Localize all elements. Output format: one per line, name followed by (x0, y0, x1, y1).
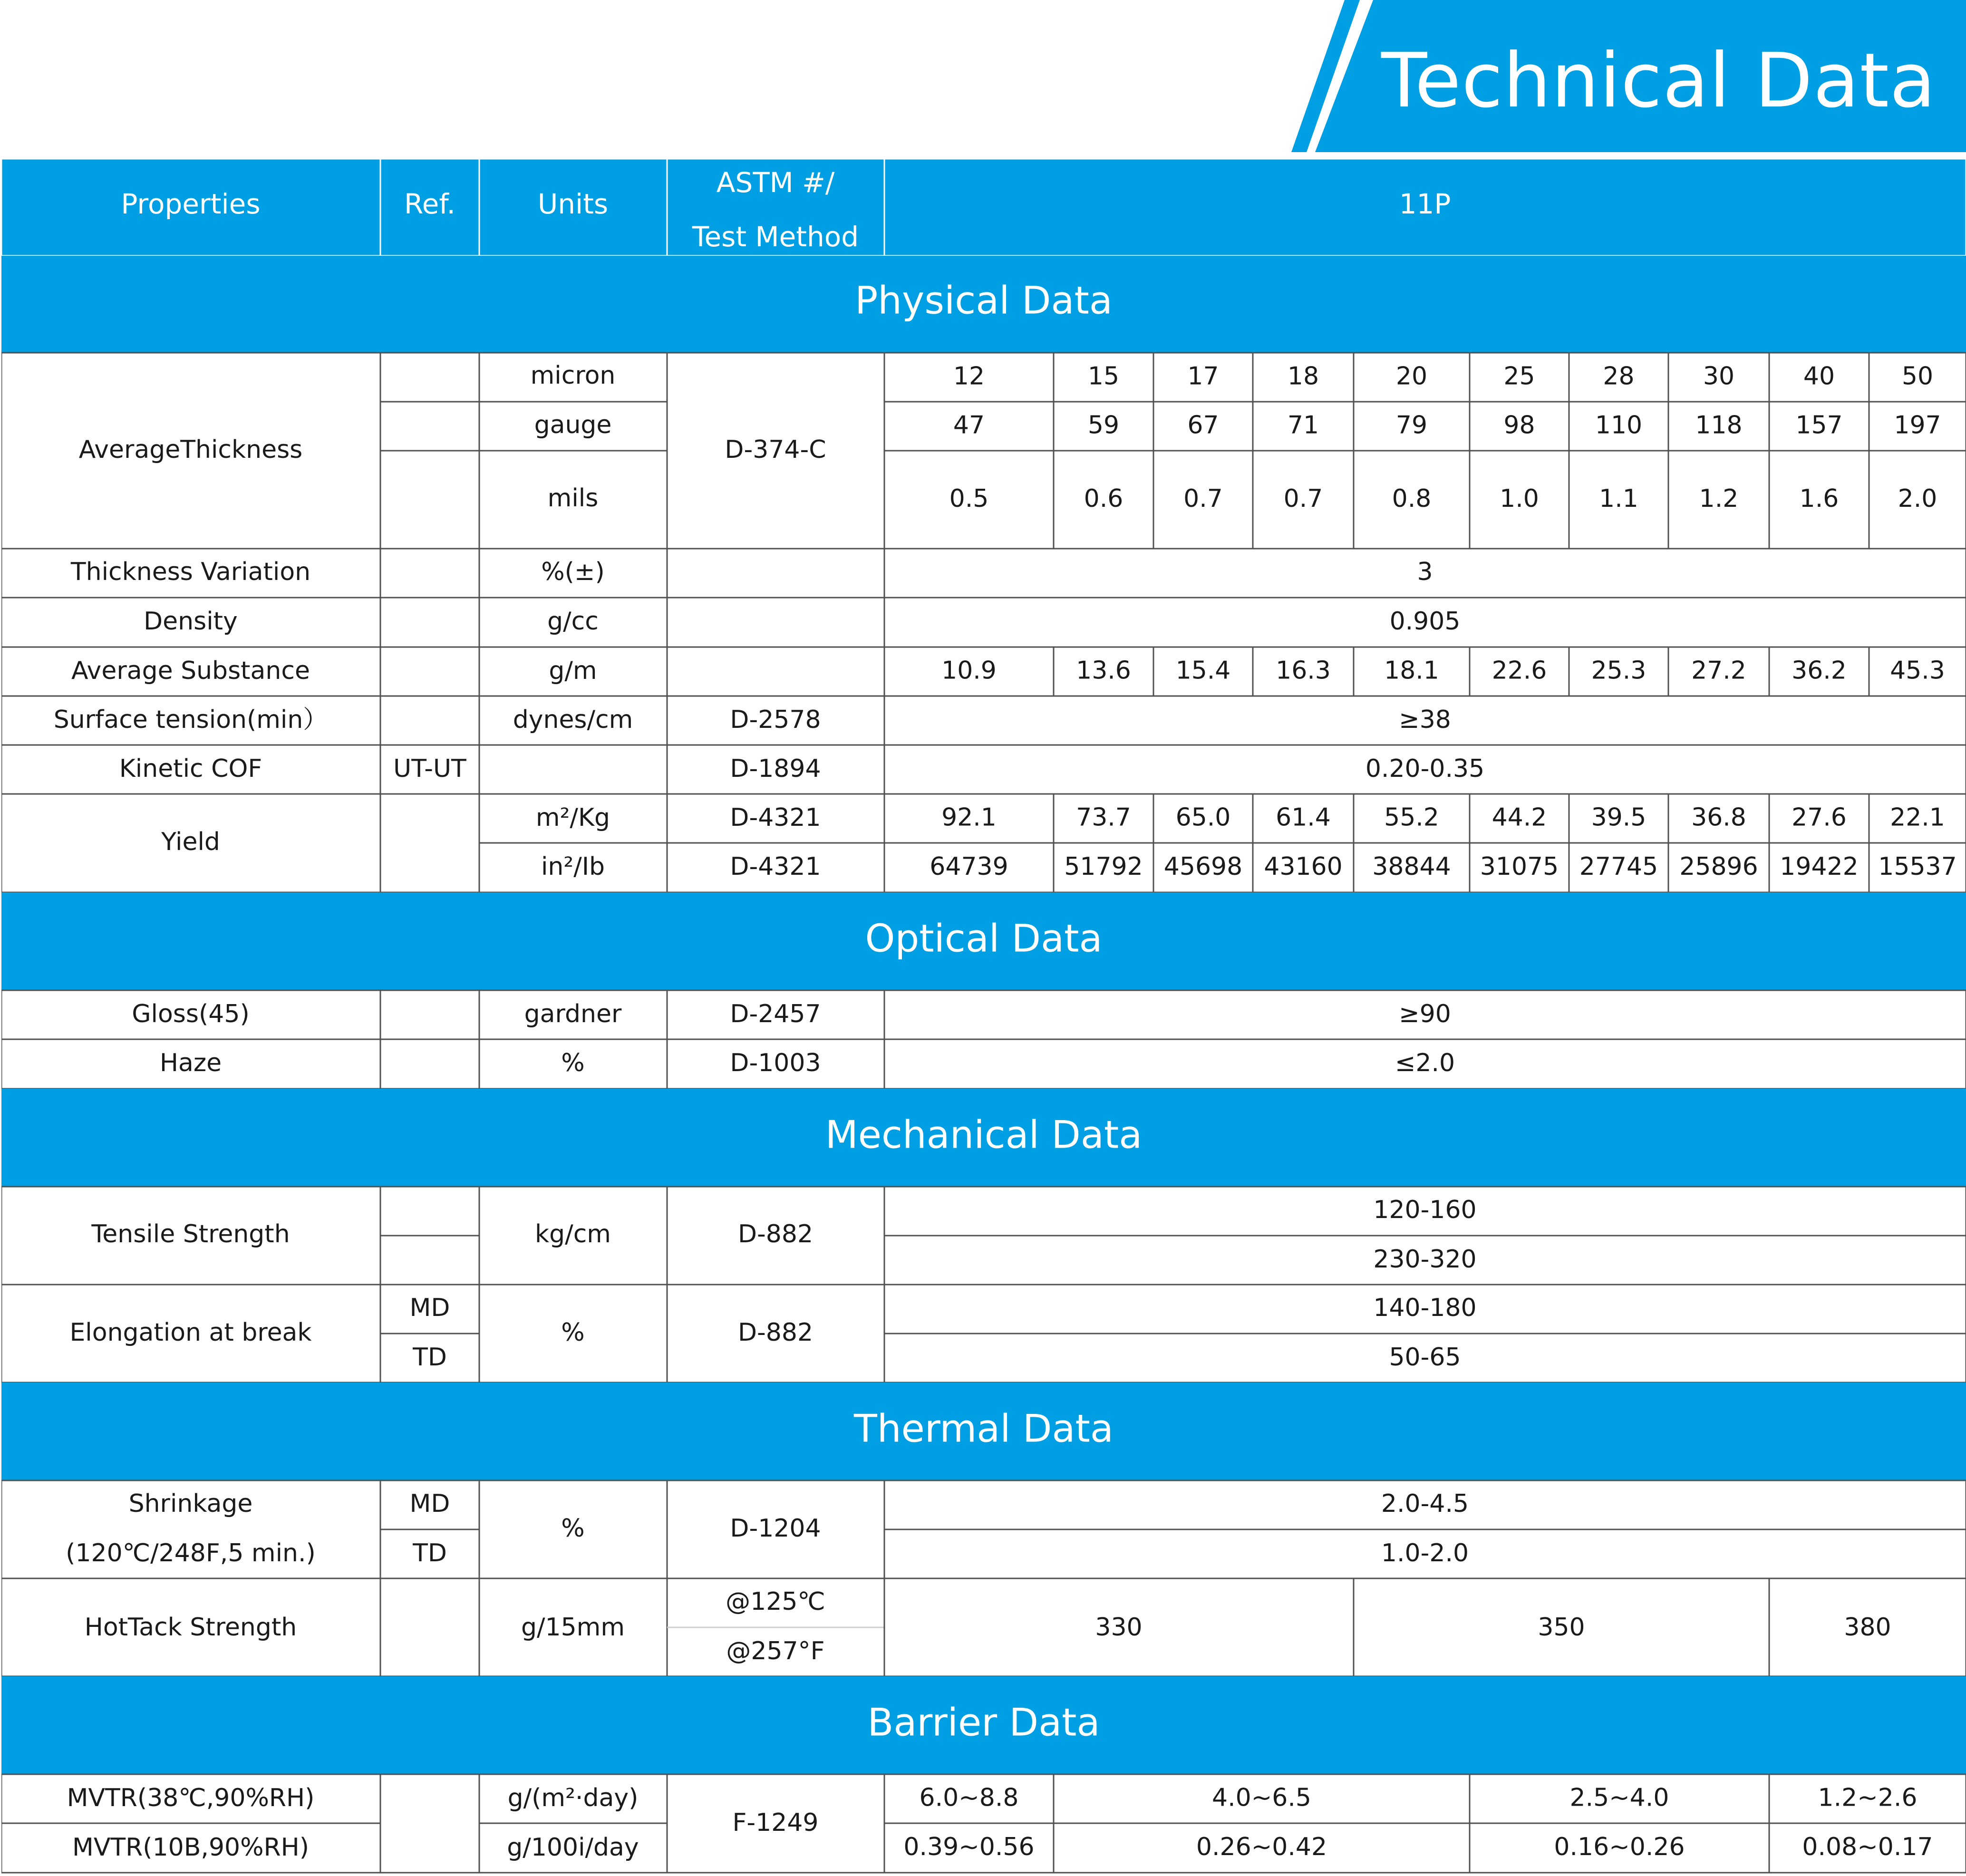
unit-tensile-strength: kg/cm (535, 1220, 611, 1248)
gauge-value-2: 59 (1087, 411, 1120, 440)
label-tensile-strength: Tensile Strength (91, 1220, 290, 1248)
label-surface-tension: Surface tension(min） (53, 706, 328, 734)
yield-metric-value-10: 22.1 (1890, 803, 1945, 832)
header-row (1, 159, 1966, 256)
mvtr-metric-value-4: 1.2~2.6 (1818, 1783, 1918, 1812)
micron-value-9: 40 (1803, 362, 1835, 391)
row-gloss (1, 990, 1966, 1039)
value-haze: ≤2.0 (1395, 1049, 1455, 1077)
mils-value-2: 0.6 (1084, 484, 1123, 513)
row-hottack (1, 1578, 1966, 1676)
substance-value-10: 45.3 (1890, 656, 1945, 685)
substance-value-6: 22.6 (1491, 656, 1547, 685)
unit-gauge: gauge (534, 411, 612, 439)
yield-metric-value-6: 44.2 (1491, 803, 1547, 832)
label-gloss: Gloss(45) (132, 1000, 250, 1028)
mils-value-10: 2.0 (1898, 484, 1937, 513)
mvtr-metric-value-1: 6.0~8.8 (919, 1783, 1019, 1812)
gauge-value-10: 197 (1894, 411, 1941, 440)
mils-value-1: 0.5 (949, 484, 989, 513)
method-surface-tension: D-2578 (730, 706, 821, 734)
row-haze (1, 1039, 1966, 1089)
mvtr-imperial-value-2: 0.26~0.42 (1196, 1833, 1327, 1861)
value-shrinkage-md: 2.0-4.5 (1381, 1489, 1469, 1518)
mils-value-5: 0.8 (1392, 484, 1432, 513)
substance-value-1: 10.9 (941, 656, 997, 685)
mils-value-6: 1.0 (1500, 484, 1539, 513)
unit-mvtr-metric: g/(m²·day) (507, 1784, 639, 1812)
mvtr-imperial-value-4: 0.08~0.17 (1802, 1833, 1933, 1861)
header-astm: ASTM #/ (716, 166, 835, 199)
page-title: Technical Data (1381, 37, 1936, 125)
section-title-optical: Optical Data (865, 916, 1103, 961)
header-units: Units (537, 188, 609, 220)
method-mvtr: F-1249 (732, 1808, 819, 1837)
value-tensile-td: 230-320 (1373, 1245, 1477, 1274)
yield-imperial-value-2: 51792 (1064, 852, 1143, 881)
thickness-values (884, 353, 1966, 549)
mvtr-imperial-value-3: 0.16~0.26 (1554, 1833, 1685, 1861)
value-hottack-1: 330 (1095, 1613, 1143, 1642)
yield-metric-value-5: 55.2 (1384, 803, 1439, 832)
row-shrinkage (1, 1480, 1966, 1578)
header-properties: Properties (121, 188, 261, 220)
header-ref: Ref. (404, 188, 456, 220)
substance-value-2: 13.6 (1076, 656, 1131, 685)
method-hottack-c: @125℃ (726, 1587, 825, 1616)
yield-values (884, 794, 1966, 892)
micron-value-10: 50 (1901, 362, 1934, 391)
ref-shrinkage-td: TD (413, 1539, 447, 1567)
unit-average-substance: g/m (549, 657, 597, 685)
row-density (1, 598, 1966, 647)
value-shrinkage-td: 1.0-2.0 (1381, 1539, 1469, 1567)
label-average-substance: Average Substance (71, 657, 310, 685)
row-elongation (1, 1285, 1966, 1383)
value-hottack-2: 350 (1538, 1613, 1585, 1642)
row-surface-tension (1, 696, 1966, 745)
micron-value-1: 12 (953, 362, 985, 391)
yield-imperial-value-10: 15537 (1878, 852, 1957, 881)
yield-imperial-value-1: 64739 (930, 852, 1008, 881)
yield-metric-value-2: 73.7 (1076, 803, 1131, 832)
yield-metric-value-4: 61.4 (1276, 803, 1331, 832)
unit-density: g/cc (547, 607, 599, 636)
unit-thickness-variation: %(±) (541, 558, 605, 586)
mils-value-3: 0.7 (1183, 484, 1223, 513)
header-grade: 11P (1399, 188, 1451, 220)
header-test-method: Test Method (692, 221, 859, 253)
row-mvtr (1, 1774, 1966, 1873)
unit-gloss: gardner (524, 1000, 622, 1028)
method-kinetic-cof: D-1894 (730, 754, 821, 783)
gauge-value-3: 67 (1187, 411, 1219, 440)
label-haze: Haze (159, 1049, 222, 1077)
mvtr-metric-value-3: 2.5~4.0 (1569, 1783, 1669, 1812)
section-title-thermal: Thermal Data (854, 1406, 1114, 1451)
unit-haze: % (561, 1049, 585, 1077)
value-tensile-md: 120-160 (1373, 1196, 1477, 1224)
mvtr-imperial-value-1: 0.39~0.56 (903, 1833, 1035, 1861)
label-shrinkage: Shrinkage (128, 1489, 253, 1518)
row-tensile-strength (1, 1187, 1966, 1285)
method-gloss: D-2457 (730, 1000, 821, 1028)
yield-imperial-value-8: 25896 (1679, 852, 1758, 881)
ref-shrinkage-md: MD (409, 1489, 450, 1518)
gauge-value-7: 110 (1595, 411, 1643, 440)
value-gloss: ≥90 (1399, 1000, 1451, 1028)
yield-metric-value-3: 65.0 (1175, 803, 1231, 832)
gauge-value-6: 98 (1503, 411, 1535, 440)
value-hottack-3: 380 (1844, 1613, 1891, 1642)
label-density: Density (144, 607, 238, 636)
method-shrinkage: D-1204 (730, 1514, 821, 1543)
micron-value-2: 15 (1087, 362, 1120, 391)
ref-elongation-md: MD (409, 1294, 450, 1322)
unit-mvtr-imperial: g/100i/day (507, 1833, 639, 1862)
yield-metric-value-8: 36.8 (1691, 803, 1746, 832)
micron-value-3: 17 (1187, 362, 1219, 391)
value-thickness-variation: 3 (1417, 558, 1433, 586)
mvtr-values (884, 1774, 1966, 1873)
technical-data-table (1, 159, 1966, 1874)
value-kinetic-cof: 0.20-0.35 (1365, 754, 1485, 783)
gauge-value-5: 79 (1395, 411, 1428, 440)
mils-value-9: 1.6 (1799, 484, 1839, 513)
mils-value-7: 1.1 (1599, 484, 1638, 513)
value-elongation-md: 140-180 (1373, 1294, 1477, 1322)
row-thickness-variation (1, 549, 1966, 598)
substance-value-7: 25.3 (1591, 656, 1646, 685)
row-kinetic-cof (1, 745, 1966, 794)
value-elongation-td: 50-65 (1389, 1343, 1461, 1372)
substance-value-5: 18.1 (1384, 656, 1439, 685)
method-yield-metric: D-4321 (730, 803, 821, 832)
method-yield-imperial: D-4321 (730, 852, 821, 881)
yield-metric-value-1: 92.1 (941, 803, 997, 832)
label-shrinkage-condition: (120℃/248F,5 min.) (66, 1539, 316, 1567)
gauge-value-4: 71 (1287, 411, 1319, 440)
unit-yield-metric: m²/Kg (535, 803, 610, 832)
unit-surface-tension: dynes/cm (513, 706, 633, 734)
yield-imperial-value-7: 27745 (1579, 852, 1658, 881)
row-average-substance (1, 647, 1966, 696)
micron-value-6: 25 (1503, 362, 1535, 391)
row-average-thickness (1, 353, 1966, 549)
label-mvtr-imperial: MVTR(10B,90%RH) (72, 1833, 310, 1862)
substance-value-9: 36.2 (1792, 656, 1847, 685)
label-elongation: Elongation at break (69, 1318, 312, 1347)
ref-elongation-td: TD (413, 1343, 447, 1372)
unit-elongation: % (561, 1318, 585, 1347)
method-elongation: D-882 (737, 1318, 814, 1347)
yield-metric-value-7: 39.5 (1591, 803, 1646, 832)
micron-value-8: 30 (1703, 362, 1735, 391)
unit-yield-imperial: in²/Ib (541, 852, 605, 881)
label-thickness-variation: Thickness Variation (70, 558, 311, 586)
gauge-value-1: 47 (953, 411, 985, 440)
unit-hottack: g/15mm (521, 1613, 625, 1642)
yield-imperial-value-9: 19422 (1780, 852, 1859, 881)
yield-imperial-value-6: 31075 (1480, 852, 1559, 881)
section-title-barrier: Barrier Data (867, 1700, 1100, 1745)
yield-imperial-value-5: 38844 (1372, 852, 1451, 881)
method-thickness: D-374-C (725, 435, 826, 464)
unit-shrinkage: % (561, 1514, 585, 1543)
substance-values (884, 647, 1966, 696)
method-tensile-strength: D-882 (737, 1220, 814, 1248)
substance-value-3: 15.4 (1175, 656, 1231, 685)
method-hottack-f: @257°F (726, 1637, 825, 1665)
substance-value-4: 16.3 (1276, 656, 1331, 685)
substance-value-8: 27.2 (1691, 656, 1746, 685)
value-surface-tension: ≥38 (1399, 706, 1451, 734)
micron-value-5: 20 (1395, 362, 1428, 391)
value-density: 0.905 (1389, 607, 1461, 636)
yield-imperial-value-4: 43160 (1264, 852, 1343, 881)
label-hottack: HotTack Strength (84, 1613, 297, 1642)
method-haze: D-1003 (730, 1049, 821, 1077)
micron-value-7: 28 (1603, 362, 1635, 391)
label-average-thickness: AverageThickness (78, 435, 303, 464)
row-yield (1, 794, 1966, 892)
label-kinetic-cof: Kinetic COF (119, 754, 262, 783)
unit-micron: micron (530, 361, 616, 390)
gauge-value-8: 118 (1695, 411, 1743, 440)
micron-value-4: 18 (1287, 362, 1319, 391)
unit-mils: mils (547, 484, 599, 513)
mils-value-8: 1.2 (1699, 484, 1739, 513)
mvtr-metric-value-2: 4.0~6.5 (1212, 1783, 1311, 1812)
label-mvtr-metric: MVTR(38℃,90%RH) (67, 1784, 315, 1812)
section-title-physical: Physical Data (855, 278, 1113, 323)
yield-metric-value-9: 27.6 (1792, 803, 1847, 832)
section-title-mechanical: Mechanical Data (825, 1112, 1143, 1157)
label-yield: Yield (161, 828, 220, 856)
yield-imperial-value-3: 45698 (1163, 852, 1243, 881)
ref-kinetic-cof: UT-UT (393, 754, 466, 783)
gauge-value-9: 157 (1795, 411, 1843, 440)
mils-value-4: 0.7 (1283, 484, 1323, 513)
